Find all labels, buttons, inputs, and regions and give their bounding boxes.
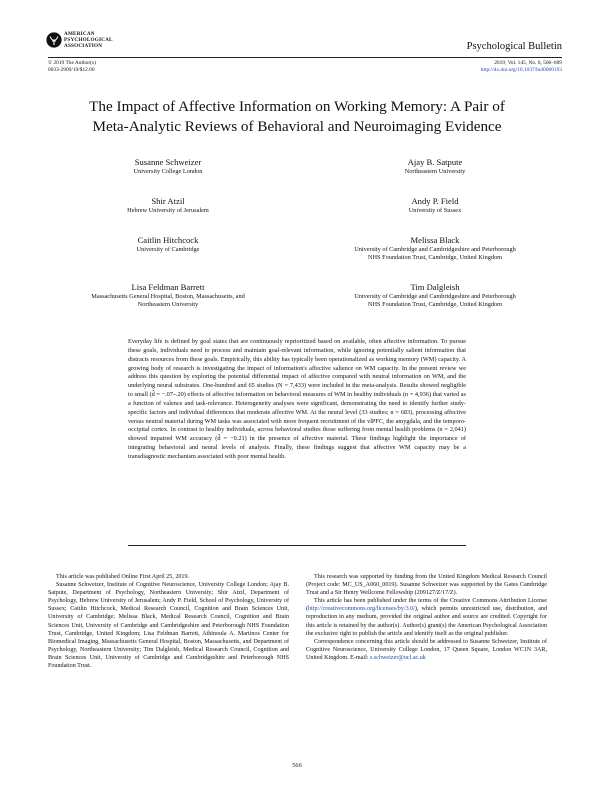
author-affiliation: University of Cambridge and Cambridgeshire and Peterborough	[354, 246, 516, 253]
author-block	[306, 282, 564, 309]
author-affiliation: Northeastern University	[404, 168, 466, 175]
title-line: The Impact of Affective Information on Working Memory: A Pair of	[89, 98, 505, 115]
author-affiliation: Northeastern University	[137, 301, 199, 309]
title-line: Meta-Analytic Reviews of Behavioral and Neuroimaging Evidence	[92, 118, 502, 135]
journal-name: Psychological Bulletin	[466, 41, 562, 52]
author-block	[48, 235, 288, 254]
author-affiliation: University of Cambridge and Cambridgeshire and Peterborough	[354, 293, 516, 300]
copyright-block	[48, 60, 96, 74]
publisher-line: PSYCHOLOGICAL	[64, 37, 113, 44]
citation-block	[481, 60, 562, 74]
license-link[interactable]: http://creativecommons.org/licenses/by/3.0/	[308, 606, 415, 613]
author-affiliation: Massachusetts General Hospital, Boston, Massachusetts, and	[91, 293, 245, 300]
author-block	[306, 157, 564, 176]
abstract-divider	[128, 545, 466, 546]
author-block	[48, 282, 288, 309]
author-name: Caitlin Hitchcock	[137, 235, 199, 245]
author-affiliation: NHS Foundation Trust, Cambridge, United Kingdom	[367, 254, 503, 262]
author-name: Susanne Schweizer	[134, 157, 202, 167]
author-name: Lisa Feldman Barrett	[131, 282, 205, 292]
author-block	[306, 196, 564, 215]
publisher-name	[64, 31, 113, 50]
author-name: Andy P. Field	[411, 196, 459, 206]
page-number: 566	[292, 762, 302, 769]
author-block	[306, 235, 564, 262]
author-name: Melissa Black	[410, 235, 460, 245]
volume-pages: 2019, Vol. 145, No. 6, 566–609	[494, 60, 562, 66]
publisher-line: ASSOCIATION	[64, 43, 103, 50]
author-note-left	[48, 573, 289, 670]
funding-note: This research was supported by funding from the United Kingdom Medical Research Council (Project code: MC_US_A060_0019). Susanne Schweizer was supported by the Gates Cambridge Trust and a Sir Henry Wellcome Fellowship (209127/Z/17/Z).	[306, 574, 547, 597]
author-block	[48, 157, 288, 176]
publication-note: This article was published Online First April 25, 2019.	[56, 574, 190, 580]
author-affiliation: NHS Foundation Trust, Cambridge, United Kingdom	[367, 301, 503, 309]
license-text: ), which permits unrestricted use, distribution, and reproduction in any medium, provided the original author and source are credited. Copyright for this article is retained by the author(s). Author(s) grant(s) the American Psychological Association the exclusive right to publish the article and identify itself as the original publisher.	[306, 606, 547, 637]
license-text: This article has been published under the terms of the Creative Commons Attribution License (	[306, 598, 547, 613]
correspondence-text: Correspondence concerning this article should be addressed to Susanne Schweizer, Institute of Cognitive Neuroscience, University College London, 17 Queen Square, London WC1N 3AR, United Kingdom. E-mail:	[306, 638, 547, 661]
article-title	[40, 97, 554, 137]
abstract: Everyday life is defined by goal states that are continuously reprioritized based on available, often affective information. To pursue these goals, individuals need to process and maintain goal-relevant information, while ignoring potentially salient information that distracts resources from these goals. Empirically, this ability has typically been operationalized as working memory (WM) capacity. A growing body of research is investigating the impact of information's affective salience on WM capacity. In the present review we address this question by exploring the potential differential impact of affective compared with neutral information on WM, and the underlying neural substrates. One-hundred and 65 studies (N = 7,433) were included in the meta-analysis. Results showed negligible to small (d̂ = −.07–.20) effects of affective information on behavioral measures of WM in healthy individuals (n = 4,936) that varied as a function of valence and task-relevance. Heterogeneity analyses were significant, demonstrating the need to identify further study-specific factors and individual differences that moderate affective WM. At the neural level (33 studies; n = 683), processing affective versus neutral material during WM tasks was associated with more frequent recruitment of the vlPFC, the amygdala, and the temporo-occipital cortex. In contrast to healthy individuals, across behavioral studies those suffering from mental health problems (n = 2,041) showed impaired WM accuracy (d̂ = −0.21) in the presence of affective material. These findings highlight the importance of integrating behavioral and neural levels of analysis. Finally, these findings suggest that affective WM capacity may be a transdiagnostic mechanism associated with poor mental health.	[128, 338, 466, 460]
affiliations-note: Susanne Schweizer, Institute of Cognitive Neuroscience, University College London; Ajay B. Satpute, Department of Psychology, Northeastern University; Shir Atzil, Department of Psychology, Hebrew University of Jerusalem; Andy P. Field, School of Psychology, University of Sussex; Caitlin Hitchcock, Medical Research Council, Cognition and Brain Sciences Unit, University of Cambridge; Melissa Black, Medical Research Council, Cognition and Brain Sciences Unit, University of Cambridge and Cambridgeshire and Peterborough NHS Foundation Trust, Cambridge, United Kingdom; Lisa Feldman Barrett, Athinoula A. Martinos Center for Biomedical Imaging, Massachusetts General Hospital, Boston, Massachusetts, and Department of Psychology, Northeastern University; Tim Dalgleish, Medical Research Council, Cognition and Brain Sciences Unit, University of Cambridge and Cambridgeshire and Peterborough NHS Foundation Trust.	[48, 582, 289, 670]
author-affiliation: Hebrew University of Jerusalem	[127, 207, 209, 214]
author-name: Ajay B. Satpute	[407, 157, 463, 167]
author-affiliation: University of Sussex	[408, 207, 462, 214]
issn-text: 0033-2909/19/$12.00	[48, 67, 95, 73]
author-name: Shir Atzil	[151, 196, 185, 206]
author-affiliation: University of Cambridge	[136, 246, 200, 253]
correspondence-note	[306, 638, 547, 662]
doi-link[interactable]: http://dx.doi.org/10.1037/bul0000193	[480, 67, 562, 73]
header-divider	[48, 57, 562, 58]
license-note	[306, 597, 547, 637]
publisher-line: AMERICAN	[64, 31, 95, 37]
email-link[interactable]: s.schweizer@ucl.ac.uk	[369, 654, 426, 661]
copyright-text: © 2019 The Author(s)	[48, 60, 96, 66]
author-note-right	[306, 573, 547, 662]
author-block	[48, 196, 288, 215]
author-name: Tim Dalgleish	[410, 282, 460, 292]
apa-logo-icon	[46, 32, 62, 48]
author-affiliation: University College London	[133, 168, 203, 175]
